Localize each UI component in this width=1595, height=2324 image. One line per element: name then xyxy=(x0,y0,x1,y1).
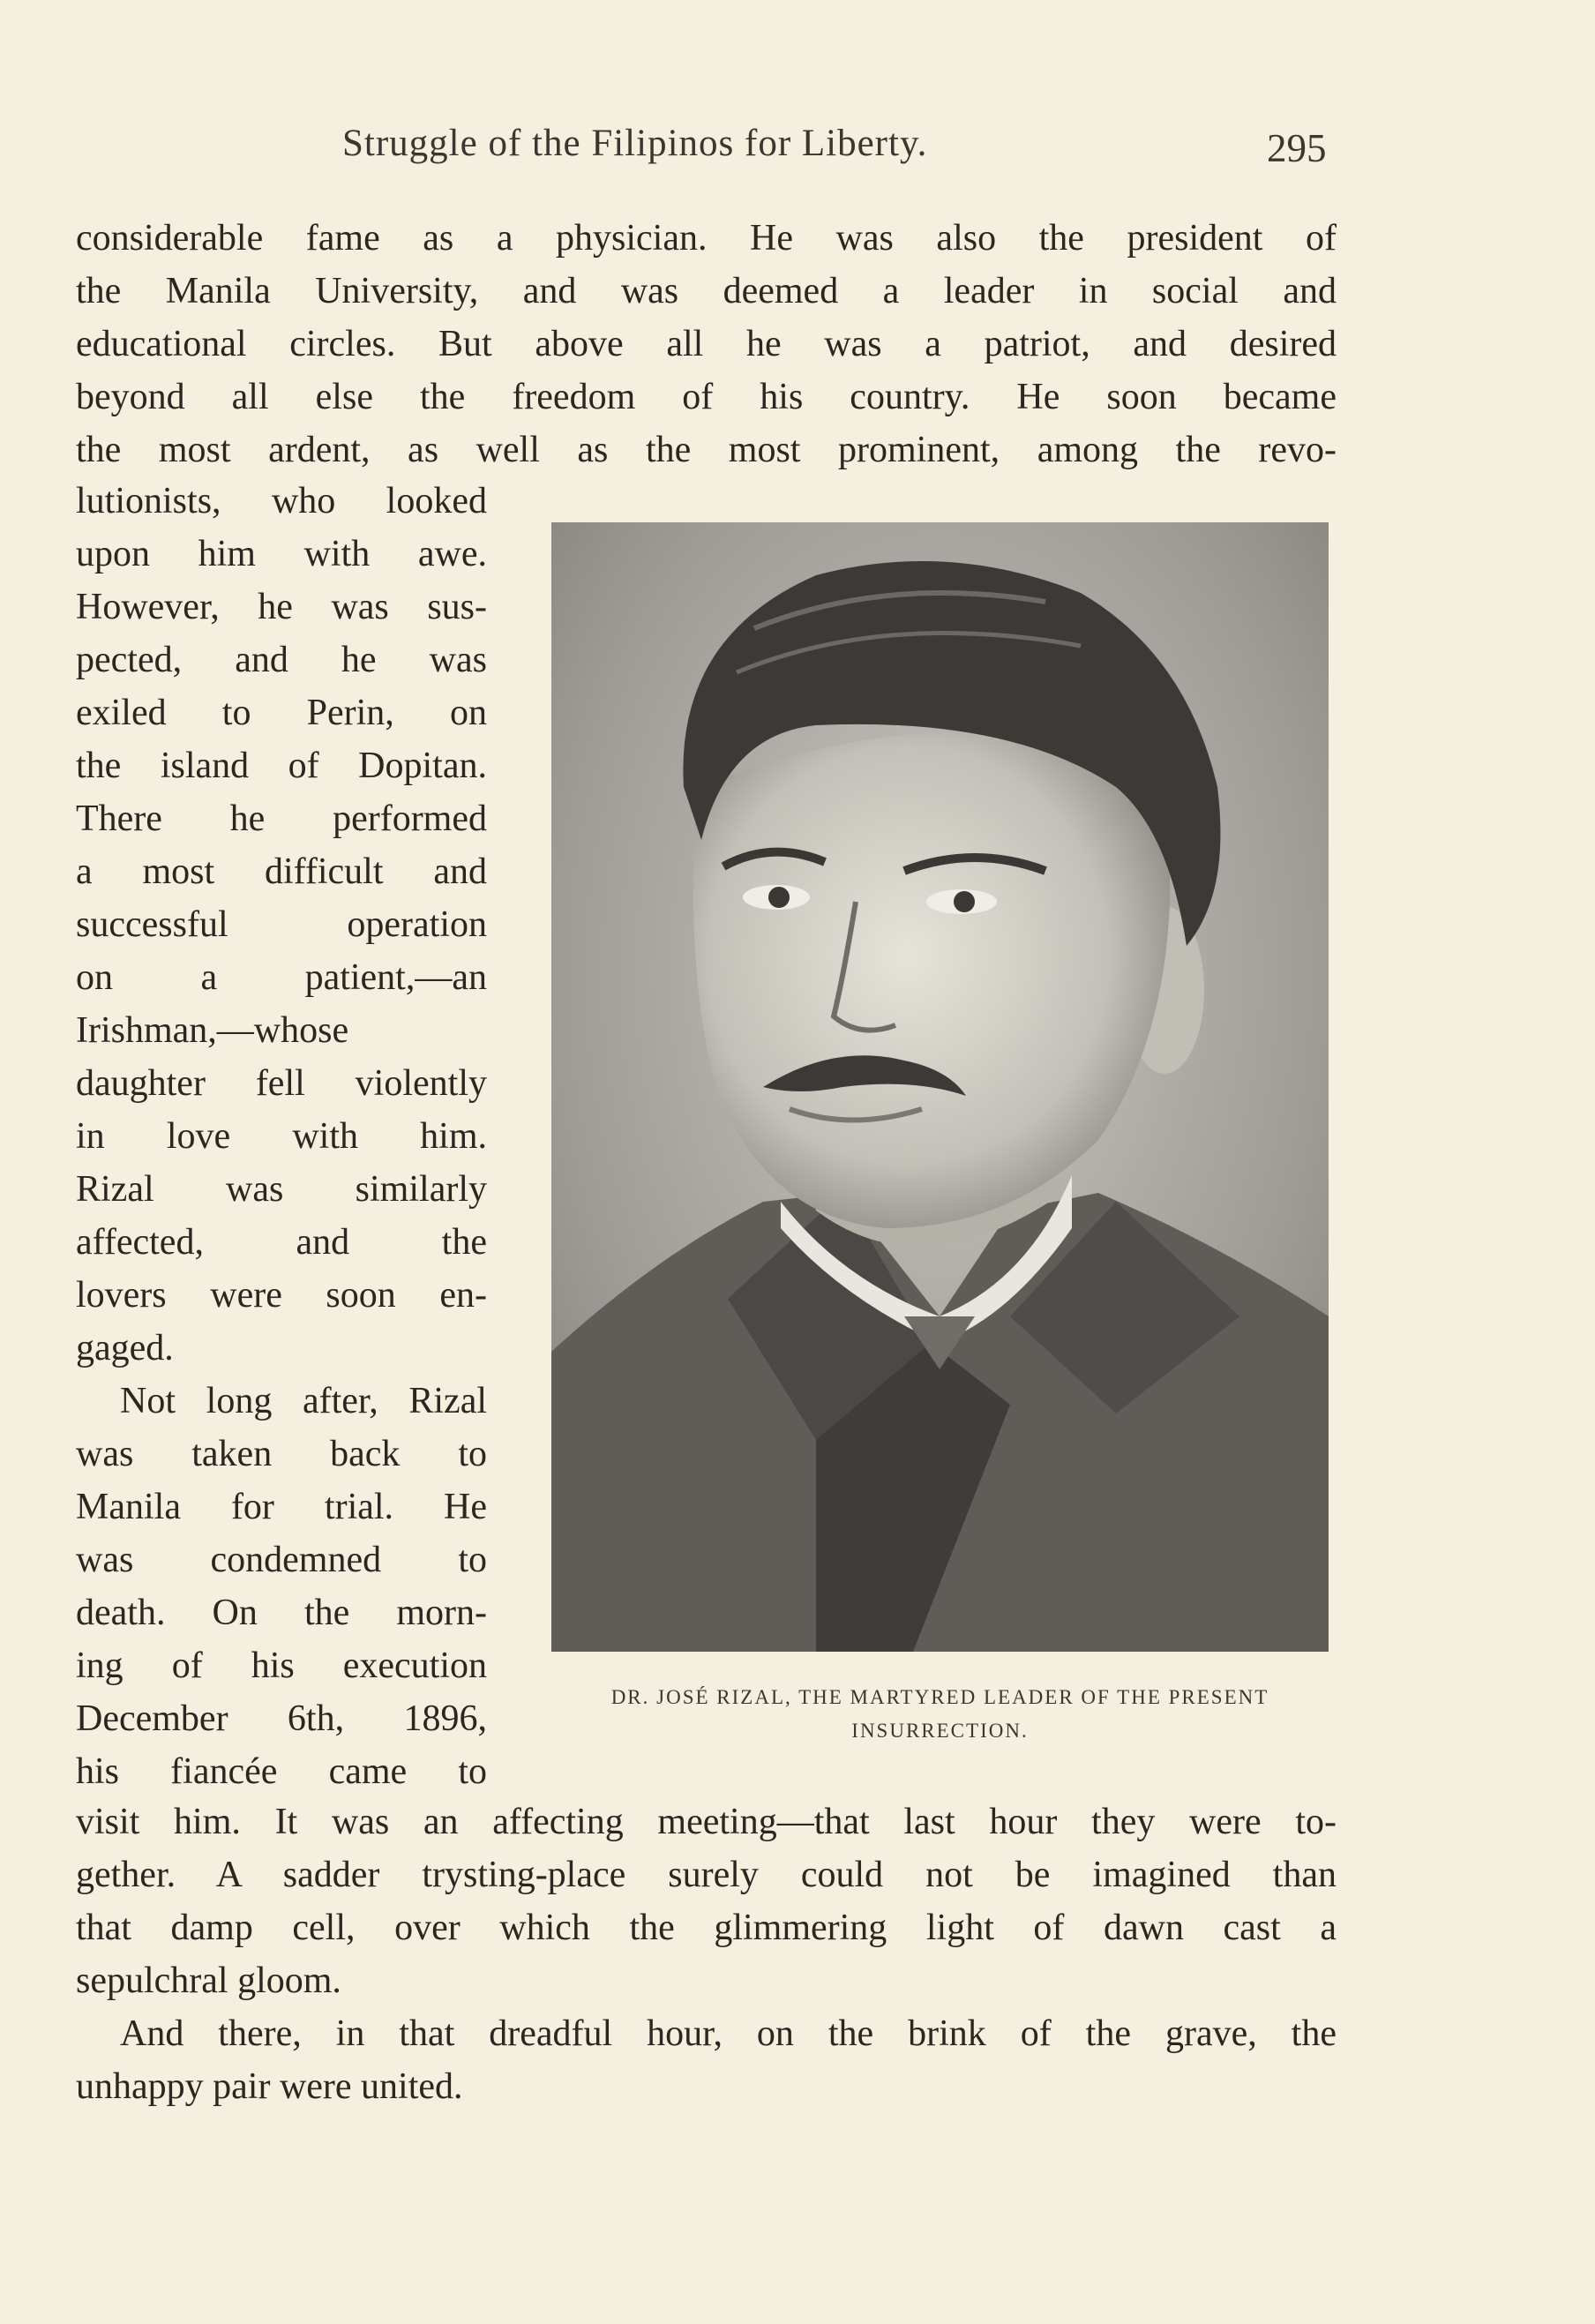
text-line: exiled to Perin, on xyxy=(76,693,487,733)
text-line: his fiancée came to xyxy=(76,1751,487,1792)
text-line: successful operation xyxy=(76,904,487,945)
text-line: gether. A sadder trysting-place surely could not be imagined than xyxy=(76,1855,1337,1895)
text-line: However, he was sus- xyxy=(76,587,487,627)
text-line: visit him. It was an affecting meeting—that last hour they were to- xyxy=(76,1802,1337,1842)
text-line: pected, and he was xyxy=(76,640,487,680)
text-line: upon him with awe. xyxy=(76,534,487,574)
running-head xyxy=(0,122,1595,175)
text-line: unhappy pair were united. xyxy=(76,2066,463,2107)
text-line: daughter fell violently xyxy=(76,1063,487,1104)
portrait-image xyxy=(551,522,1329,1652)
text-line: ing of his execution xyxy=(76,1646,487,1686)
text-line: There he performed xyxy=(76,798,487,839)
text-line: death. On the morn- xyxy=(76,1593,487,1633)
text-line: sepulchral gloom. xyxy=(76,1960,341,2001)
text-line: the island of Dopitan. xyxy=(76,746,487,786)
portrait-illustration xyxy=(551,522,1329,1652)
text-line: Irishman,—whose xyxy=(76,1010,349,1051)
text-line: And there, in that dreadful hour, on the brink of the grave, the xyxy=(120,2013,1337,2054)
text-line: considerable fame as a physician. He was also the president of xyxy=(76,218,1337,259)
caption-line: INSURRECTION. xyxy=(851,1720,1029,1742)
text-line: Not long after, Rizal xyxy=(120,1381,487,1421)
figure-caption xyxy=(551,1681,1329,1748)
page-number: 295 xyxy=(1267,126,1327,170)
text-line: in love with him. xyxy=(76,1116,487,1157)
text-line: lutionists, who looked xyxy=(76,481,487,521)
text-line: on a patient,—an xyxy=(76,957,487,998)
text-line: the Manila University, and was deemed a leader in social and xyxy=(76,271,1337,311)
text-line: educational circles. But above all he was a patriot, and desired xyxy=(76,324,1337,364)
caption-line: DR. JOSÉ RIZAL, THE MARTYRED LEADER OF THE PRESENT xyxy=(610,1686,1269,1708)
text-line: affected, and the xyxy=(76,1222,487,1263)
text-line: Manila for trial. He xyxy=(76,1487,487,1527)
text-line: December 6th, 1896, xyxy=(76,1698,487,1739)
running-title: Struggle of the Filipinos for Liberty. xyxy=(342,123,928,164)
text-line: was taken back to xyxy=(76,1434,487,1474)
text-line: that damp cell, over which the glimmering light of dawn cast a xyxy=(76,1908,1337,1948)
text-line: beyond all else the freedom of his country. He soon became xyxy=(76,377,1337,417)
text-line: Rizal was similarly xyxy=(76,1169,487,1210)
text-line: the most ardent, as well as the most prominent, among the revo- xyxy=(76,430,1337,470)
text-line: gaged. xyxy=(76,1328,174,1368)
text-line: lovers were soon en- xyxy=(76,1275,487,1316)
text-line: a most difficult and xyxy=(76,851,487,892)
text-line: was condemned to xyxy=(76,1540,487,1580)
